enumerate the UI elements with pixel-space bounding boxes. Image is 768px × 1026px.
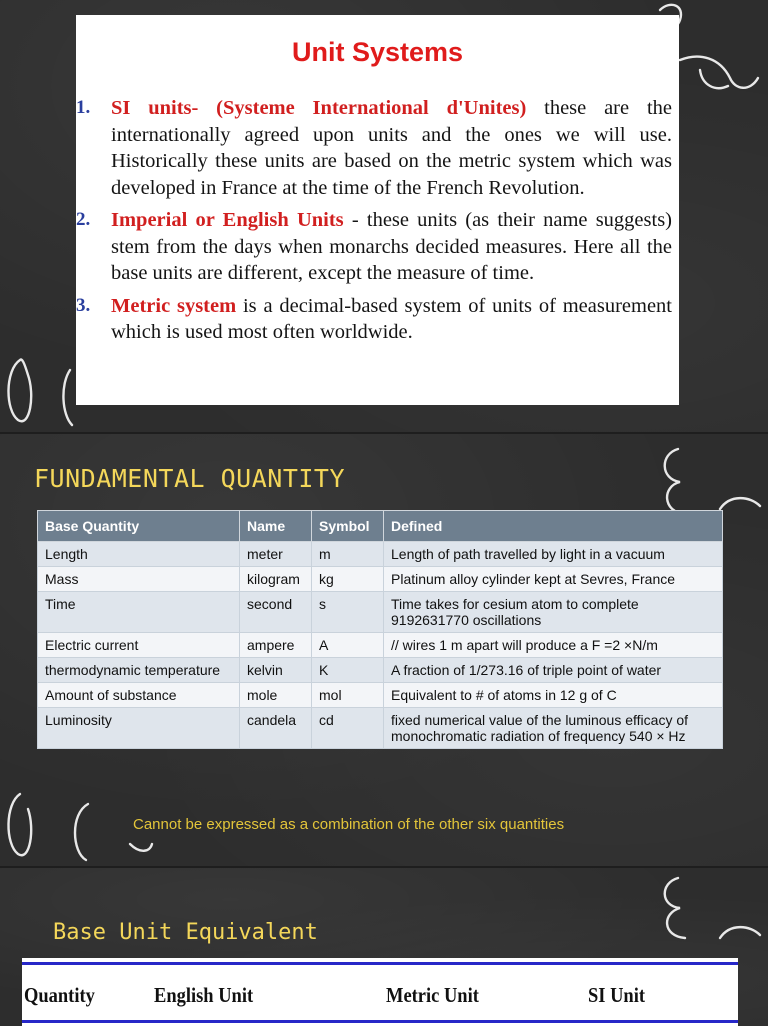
cell: mol bbox=[312, 683, 384, 708]
table-row bbox=[38, 658, 723, 683]
table-row bbox=[38, 708, 723, 749]
cell: K bbox=[312, 658, 384, 683]
item-number: 3. bbox=[76, 294, 91, 316]
cell: Time bbox=[38, 592, 240, 633]
unit-system-list bbox=[76, 95, 672, 352]
cell: A fraction of 1/273.16 of triple point of water bbox=[384, 658, 723, 683]
curl-doodle-top-right bbox=[650, 868, 768, 958]
cell: // wires 1 m apart will produce a F =2 ×N/m bbox=[384, 633, 723, 658]
cell: candela bbox=[240, 708, 312, 749]
table-row bbox=[38, 683, 723, 708]
list-item bbox=[76, 293, 672, 346]
divider bbox=[22, 962, 738, 965]
header-si-unit: SI Unit bbox=[588, 983, 646, 1007]
cell: second bbox=[240, 592, 312, 633]
cell: Equivalent to # of atoms in 12 g of C bbox=[384, 683, 723, 708]
cell: Luminosity bbox=[38, 708, 240, 749]
table-row bbox=[38, 633, 723, 658]
item-number: 2. bbox=[76, 209, 91, 230]
cell: Electric current bbox=[38, 633, 240, 658]
cell: kilogram bbox=[240, 567, 312, 592]
cell: Length of path travelled by light in a vacuum bbox=[384, 542, 723, 567]
cell: mole bbox=[240, 683, 312, 708]
slide-title: Base Unit Equivalent bbox=[53, 920, 318, 945]
cell: kelvin bbox=[240, 658, 312, 683]
header-base-quantity: Base Quantity bbox=[38, 511, 240, 542]
cell: kg bbox=[312, 567, 384, 592]
cell: ampere bbox=[240, 633, 312, 658]
slide-unit-systems bbox=[0, 0, 768, 432]
base-unit-table-header bbox=[22, 958, 738, 1026]
item-text: - these units (as their name suggests) stem from the days when monarchs decided measures. Here all the base units are different, except the measure of time. bbox=[111, 209, 672, 284]
item-highlight: Imperial or English Units bbox=[111, 209, 344, 231]
cell: A bbox=[312, 633, 384, 658]
table-header-row bbox=[38, 511, 723, 542]
footnote: Cannot be expressed as a combination of the other six quantities bbox=[133, 816, 565, 833]
table-row bbox=[38, 592, 723, 633]
cell: cd bbox=[312, 708, 384, 749]
header-name: Name bbox=[240, 511, 312, 542]
divider bbox=[22, 1020, 738, 1023]
cell: fixed numerical value of the luminous efficacy of monochromatic radiation of frequency 540 × Hz bbox=[384, 708, 723, 749]
item-highlight: Metric system bbox=[111, 294, 237, 317]
list-item bbox=[76, 95, 672, 201]
table-row bbox=[38, 567, 723, 592]
item-number: 1. bbox=[76, 97, 91, 118]
list-item bbox=[76, 207, 672, 287]
item-text: these are the internationally agreed upon units and the ones we will use. Historically these units are based on the metric system which was developed in France at the time of the French Revolution. bbox=[111, 97, 672, 199]
cell: m bbox=[312, 542, 384, 567]
cell: Amount of substance bbox=[38, 683, 240, 708]
cell: meter bbox=[240, 542, 312, 567]
fundamental-quantity-table bbox=[37, 510, 723, 749]
cell: s bbox=[312, 592, 384, 633]
table-row bbox=[38, 542, 723, 567]
slide-base-unit-equivalent bbox=[0, 866, 768, 1026]
unit-systems-card bbox=[76, 15, 679, 405]
item-text: is a decimal-based system of units of measurement which is used most often worldwide. bbox=[111, 294, 672, 343]
slide-title: FUNDAMENTAL QUANTITY bbox=[34, 464, 346, 493]
header-quantity: Quantity bbox=[24, 983, 95, 1007]
cell: Platinum alloy cylinder kept at Sevres, France bbox=[384, 567, 723, 592]
cell: Mass bbox=[38, 567, 240, 592]
header-metric-unit: Metric Unit bbox=[386, 983, 479, 1007]
item-highlight: SI units- (Systeme International d'Unites) bbox=[111, 97, 527, 119]
cell: thermodynamic temperature bbox=[38, 658, 240, 683]
slide-fundamental-quantity bbox=[0, 432, 768, 868]
header-symbol: Symbol bbox=[312, 511, 384, 542]
cell: Time takes for cesium atom to complete 9192631770 oscillations bbox=[384, 592, 723, 633]
cell: Length bbox=[38, 542, 240, 567]
header-english-unit: English Unit bbox=[154, 983, 254, 1007]
slide-title: Unit Systems bbox=[291, 37, 464, 67]
header-defined: Defined bbox=[384, 511, 723, 542]
